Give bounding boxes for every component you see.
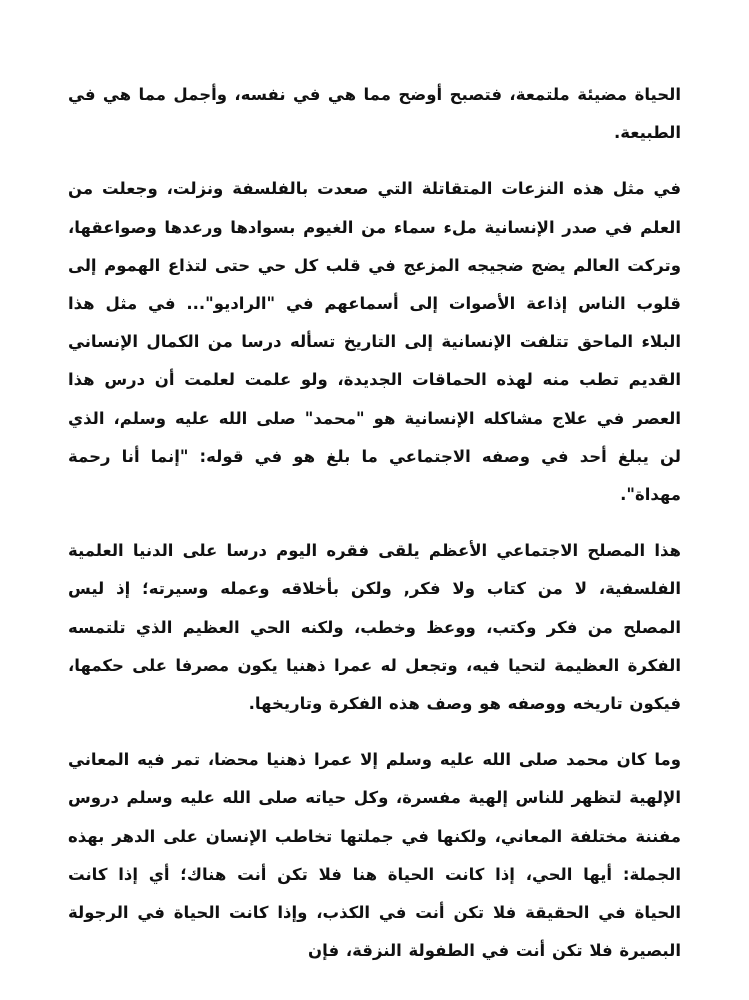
paragraph-2: في مثل هذه النزعات المتقاتلة التي صعدت بالفلسفة ونزلت، وجعلت من العلم في صدر الإنسانية ملء سماء من الغيوم بسوادها ورعدها وصواعقها، وتركت العالم يضج ضجيجه المزعج في قلب كل حي حتى لتذاع الهموم إلى قلوب الناس إذاعة الأصوات إلى أسماعهم في "الراديو"... في مثل هذا البلاء الماحق تتلفت الإنسانية إلى التاريخ تسأله درسا من الكمال الإنساني القديم تطب منه لهذه الحماقات الجديدة، ولو علمت لعلمت أن درس هذا العصر في علاج مشاكله الإنسانية هو "محمد" صلى الله عليه وسلم، الذي لن يبلغ أحد في وصفه الاجتماعي ما بلغ هو في قوله: "إنما أنا رحمة مهداة". — [68, 179, 681, 505]
paragraph-4: وما كان محمد صلى الله عليه وسلم إلا عمرا ذهنيا محضا، تمر فيه المعاني الإلهية لتظهر للناس إلهية مفسرة، وكل حياته صلى الله عليه وسلم دروس مفننة مختلفة المعاني، ولكنها في جملتها تخاطب الإنسان على الدهر بهذه الجملة: أيها الحي، إذا كانت الحياة هنا فلا تكن أنت هناك؛ أي إذا كانت الحياة في الحقيقة فلا تكن أنت في الكذب، وإذا كانت الحياة في الرجولة البصيرة فلا تكن أنت في الطفولة النزقة، فإن — [68, 750, 681, 961]
paragraph-1: الحياة مضيئة ملتمعة، فتصبح أوضح مما هي في نفسه، وأجمل مما هي في الطبيعة. — [68, 85, 681, 143]
paragraph-3: هذا المصلح الاجتماعي الأعظم يلقى فقره اليوم درسا على الدنيا العلمية الفلسفية، لا من كتاب ولا فكر, ولكن بأخلاقه وعمله وسيرته؛ إذ ليس المصلح من فكر وكتب، ووعظ وخطب، ولكنه الحي العظيم الذي تلتمسه الفكرة العظيمة لتحيا فيه، وتجعل له عمرا ذهنيا يكون مصرفا على حكمها، فيكون تاريخه ووصفه هو وصف هذه الفكرة وتاريخها. — [68, 541, 681, 714]
